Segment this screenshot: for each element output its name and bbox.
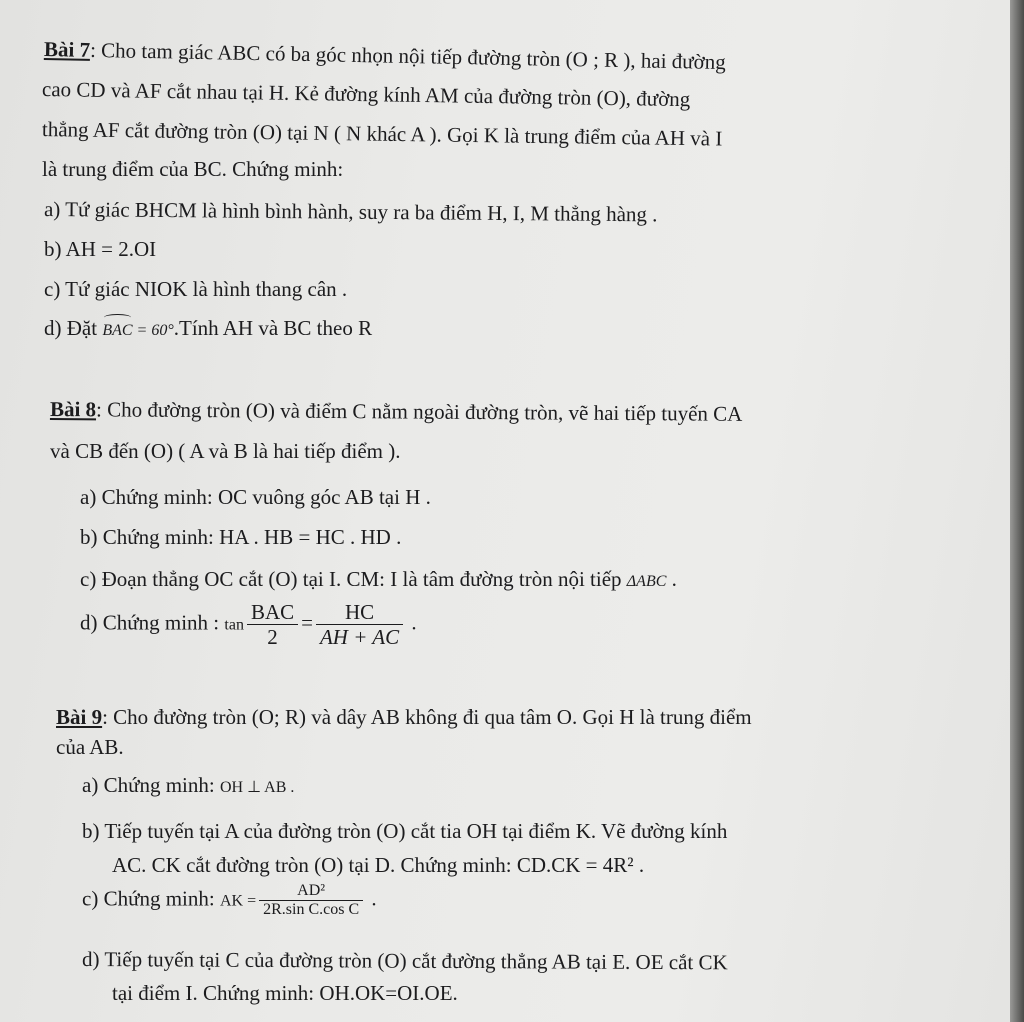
bai9-c-end: . (366, 886, 377, 911)
bai9-c-prefix: c) Chứng minh: (82, 886, 220, 911)
bai9-title: Bài 9 (56, 705, 103, 729)
tan-label: tan (224, 616, 244, 634)
bai7-line-4: là trung điểm của BC. Chứng minh: (42, 157, 344, 181)
fraction-hc (316, 600, 403, 649)
bai8-line-1 (50, 396, 743, 427)
bai7-d-prefix: d) Đặt (44, 316, 103, 340)
bai9-item-b-2: AC. CK cắt đường tròn (O) tại D. Chứng minh: CD.CK = 4R² . (112, 853, 645, 877)
bai9-line-2: của AB. (56, 735, 124, 759)
bai9-c-lhs: AK = (219, 892, 257, 910)
bai8-item-a: a) Chứng minh: OC vuông góc AB tại H . (80, 485, 431, 509)
fraction-bac-2 (247, 600, 298, 649)
fraction-1-denominator: 2 (267, 625, 278, 649)
triangle-abc: ΔABC (626, 573, 667, 590)
bai7-title: Bài 7 (43, 37, 91, 62)
bai9-item-c (82, 882, 377, 919)
bai7-line-1 (44, 36, 726, 75)
bai8-intro-1: : Cho đường tròn (O) và điểm C nằm ngoài đường tròn, vẽ hai tiếp tuyến CA (96, 397, 743, 426)
bai8-d-end: . (406, 610, 417, 635)
bai9-item-a (82, 772, 294, 801)
bai9-a-prefix: a) Chứng minh: (82, 773, 220, 797)
bai7-item-b: b) AH = 2.OI (44, 237, 157, 261)
bai8-title: Bài 8 (49, 397, 97, 422)
fraction-3-numerator: AD² (259, 882, 363, 901)
page-edge-shadow (1010, 0, 1024, 1022)
fraction-ad2 (259, 882, 363, 919)
bai7-intro-1: : Cho tam giác ABC có ba góc nhọn nội tiếp đường tròn (O ; R ), hai đường (89, 37, 727, 75)
bai9-item-b-1: b) Tiếp tuyến tại A của đường tròn (O) cắt tia OH tại điểm K. Vẽ đường kính (82, 819, 728, 843)
bai8-c-text: c) Đoạn thẳng OC cắt (O) tại I. CM: I là tâm đường tròn nội tiếp (80, 567, 627, 591)
bai7-line-2: cao CD và AF cắt nhau tại H. Kẻ đường kính AM của đường tròn (O), đường (41, 77, 691, 112)
fraction-2-numerator: HC (316, 600, 403, 625)
fraction-3-denominator: 2R.sin C.cos C (263, 901, 360, 918)
bai7-item-a: a) Tứ giác BHCM là hình bình hành, suy ra ba điểm H, I, M thẳng hàng . (43, 197, 658, 227)
bai8-d-prefix: d) Chứng minh : (80, 610, 225, 635)
bai8-item-b: b) Chứng minh: HA . HB = HC . HD . (80, 525, 402, 549)
equals-sign: = (301, 610, 313, 635)
bai8-item-d (80, 600, 417, 649)
bai9-a-math: OH ⊥ AB . (219, 779, 295, 796)
bai9-item-d-1: d) Tiếp tuyến tại C của đường tròn (O) cắt đường thẳng AB tại E. OE cắt CK (81, 947, 728, 975)
bai7-d-suffix: .Tính AH và BC theo R (173, 316, 373, 340)
angle-bac: BAC (102, 314, 132, 344)
bai7-item-c: c) Tứ giác NIOK là hình thang cân . (44, 277, 348, 301)
bai7-line-3: thẳng AF cắt đường tròn (O) tại N ( N khác A ). Gọi K là trung điểm của AH và I (41, 117, 723, 151)
bai9-item-d-2: tại điểm I. Chứng minh: OH.OK=OI.OE. (112, 981, 458, 1005)
bai9-intro-1: : Cho đường tròn (O; R) và dây AB không đi qua tâm O. Gọi H là trung điểm (102, 705, 752, 729)
bai8-c-end: . (666, 567, 677, 591)
fraction-1-numerator: BAC (247, 600, 298, 625)
angle-value: = 60° (132, 322, 174, 339)
fraction-2-denominator: AH + AC (319, 625, 400, 649)
bai9-line-1 (56, 704, 752, 730)
bai8-item-c (80, 566, 677, 595)
bai7-item-d (44, 314, 372, 344)
bai8-line-2: và CB đến (O) ( A và B là hai tiếp điểm ). (50, 439, 401, 463)
